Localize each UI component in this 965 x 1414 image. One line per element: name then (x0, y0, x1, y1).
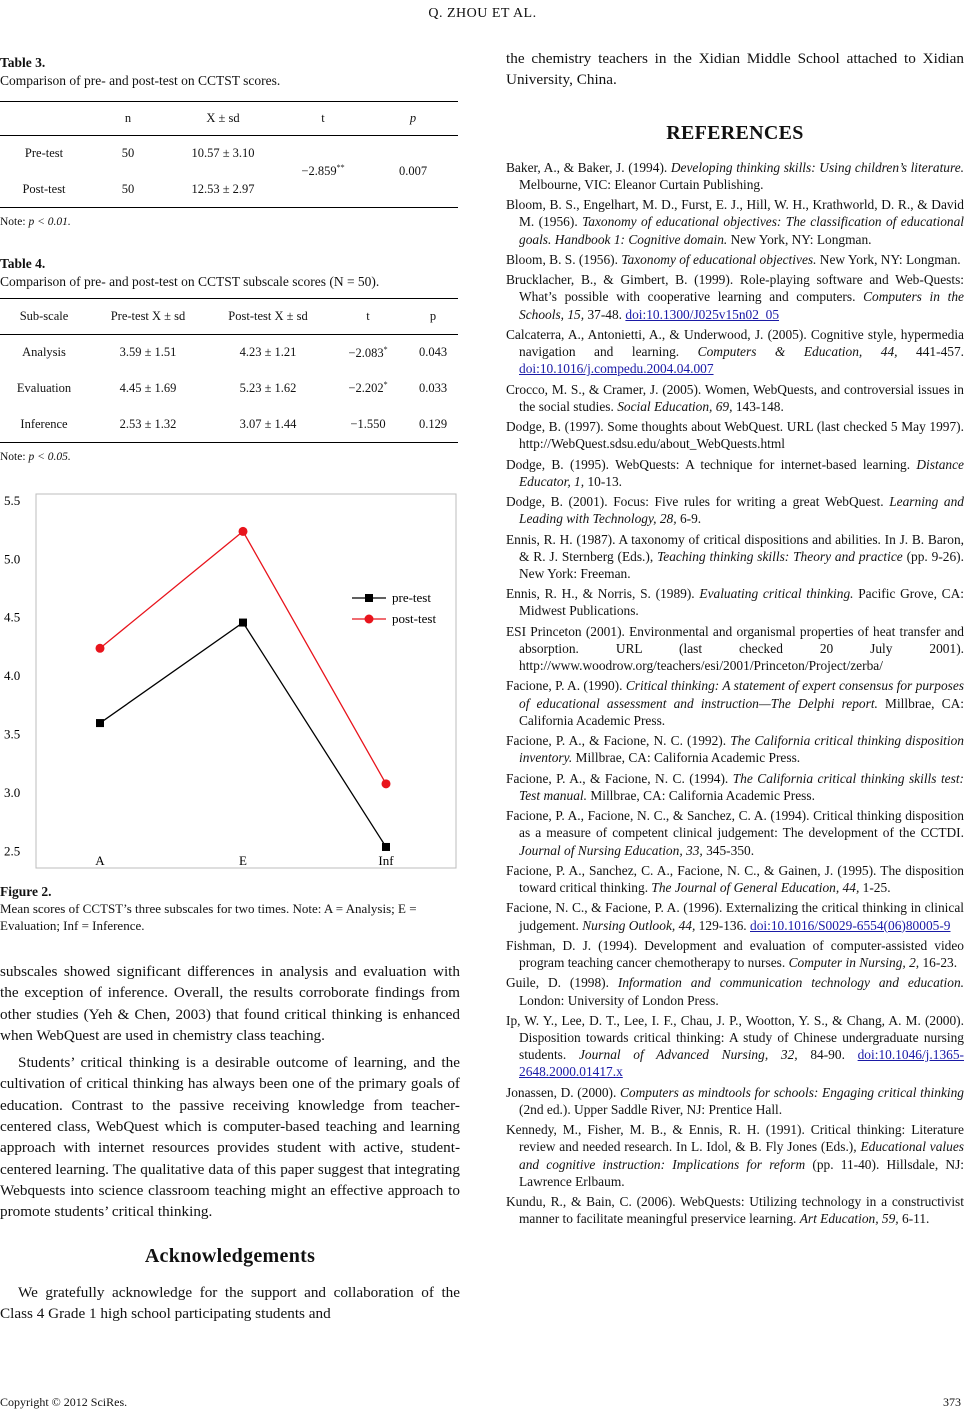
reference-item (506, 974, 964, 1008)
reference-text: Millbrae, CA: California Academic Press. (519, 695, 964, 728)
paragraph: subscales showed significant differences in analysis and evaluation with the exception of inference. Overall, the results corroborate findings from other studies (Yeh & Chen, 2003) that found critical thinking is enhanced when WebQuest are used in chemistry class teaching. (0, 963, 460, 1044)
post-test-line (100, 531, 386, 783)
reference-text: Facione, N. C., & Facione, P. A. (1996). Externalizing the critical thinking in clinical judgement. (506, 900, 964, 933)
table3-cell: 50 (121, 181, 135, 196)
reference-text: 6-9. (676, 511, 702, 527)
reference-item (506, 807, 964, 859)
y-tick-label: 4.0 (4, 668, 21, 684)
table4-cell: 2.53 ± 1.32 (119, 416, 177, 431)
figure2-label: Figure 2. (0, 884, 52, 899)
reference-item (506, 732, 964, 766)
reference-item (506, 159, 964, 193)
reference-text: Jonassen, D. (2000). (506, 1084, 620, 1100)
reference-text: Millbrae, CA: California Academic Press. (586, 787, 815, 803)
table4-col: p (429, 309, 437, 323)
figure2-chart (0, 488, 460, 880)
table-row (0, 136, 458, 172)
table4-cell: 3.07 ± 1.44 (239, 416, 297, 431)
reference-title: Learning and Leading with Technology, 28, (519, 494, 965, 527)
reference-item (506, 937, 964, 971)
table4-col: Post-test X ± sd (228, 309, 308, 323)
y-tick-label: 3.5 (4, 726, 21, 742)
reference-text: Ip, W. Y., Lee, D. T., Lee, I. F., Chau, J. P., Wootton, Y. S., & Chang, A. M. (2000). Disposition towards critical thinking: A study of Chinese undergraduate nursing students. (506, 1012, 964, 1063)
pre-test-point (96, 719, 104, 727)
t-value: −2.202 (348, 381, 384, 396)
table4-cell: 0.043 (418, 345, 448, 360)
x-tick-label: Inf (378, 853, 394, 868)
reference-text: Facione, P. A., Sanchez, C. A., Facione, N. C., & Gainen, J. (1995). The disposition toward critical thinking. (506, 862, 964, 896)
reference-text: Fishman, D. J. (1994). Development and evaluation of computer-assisted video program teaching cancer chemotherapy to nurses. (506, 937, 964, 971)
table3-cell: Pre-test (24, 146, 64, 161)
references-title: REFERENCES (666, 121, 804, 144)
pre-test-point (382, 843, 390, 851)
reference-title: Educational values and cognitive instruction: Implications for reform (519, 1139, 965, 1172)
reference-item (506, 623, 964, 675)
reference-text: 10-13. (584, 473, 623, 489)
reference-text: (2nd ed.). Upper Saddle River, NJ: Prentice Hall. (519, 1101, 783, 1117)
table4-cell (328, 335, 408, 371)
table4-label: Table 4. (0, 256, 46, 271)
reference-item (506, 585, 964, 619)
legend-label: post-test (392, 611, 437, 626)
table4-cell: Analysis (22, 345, 66, 360)
reference-title: Art Education, 59, (799, 1211, 899, 1227)
pre-test-line (100, 623, 386, 847)
reference-item (506, 1084, 964, 1118)
page-number: 373 (943, 1395, 961, 1409)
reference-text: Facione, P. A., & Facione, N. C. (1994). (506, 770, 733, 786)
table4 (0, 256, 458, 463)
y-tick-label: 5.0 (4, 551, 21, 567)
reference-text: Millbrae, CA: California Academic Press. (572, 750, 801, 766)
post-test-point (382, 779, 391, 788)
reference-text: Ennis, R. H. (1987). A taxonomy of critical dispositions and abilities. In J. B. Baron, & R. J. Sternberg (Eds.), (506, 531, 964, 564)
table4-cell: 4.45 ± 1.69 (119, 381, 177, 395)
t-sup: * (383, 344, 388, 354)
table4-note (0, 451, 458, 463)
right-column (506, 48, 964, 1231)
acknowledgements-title: Acknowledgements (144, 1244, 316, 1267)
reference-text: Ennis, R. H., & Norris, S. (1989). (506, 586, 700, 602)
legend-label: pre-test (392, 590, 431, 605)
reference-text: 16-23. (919, 955, 958, 971)
x-tick-label: A (95, 853, 105, 868)
reference-item (506, 196, 964, 248)
reference-text: Facione, P. A. (1990). (506, 678, 626, 694)
table3-t-cell (278, 136, 368, 208)
t-value: −2.083 (348, 345, 384, 360)
doi-link[interactable]: doi:10.1016/j.compedu.2004.04.007 (519, 361, 714, 377)
table3-t-value: −2.859 (301, 164, 337, 179)
table3-t-sup: ** (336, 163, 345, 173)
reference-text: Guile, D. (1998). (506, 975, 618, 991)
reference-title: Information and communication technology and education. (617, 975, 964, 991)
reference-title: Computer in Nursing, 2, (788, 955, 920, 971)
reference-item (506, 251, 964, 268)
reference-text: New York, NY: Longman. (816, 251, 961, 267)
reference-title: Evaluating critical thinking. (699, 586, 854, 602)
table-row (0, 371, 458, 407)
reference-item (506, 899, 964, 933)
table3 (0, 55, 458, 228)
table-row (0, 335, 458, 371)
reference-text: 1-25. (859, 880, 891, 896)
note-prefix: Note: (0, 451, 29, 463)
note-text: p < 0.01. (28, 216, 71, 228)
reference-text: 129-136. (695, 917, 751, 933)
table4-cell: 3.59 ± 1.51 (119, 345, 177, 360)
reference-title: Computers in the Schools, 15, (519, 289, 964, 322)
reference-item (506, 531, 964, 583)
t-value: −1.550 (350, 417, 386, 432)
table4-caption: Comparison of pre- and post-test on CCTST subscale scores (N = 50). (0, 274, 380, 289)
table3-cell: 12.53 ± 2.97 (191, 181, 255, 196)
reference-text: Baker, A., & Baker, J. (1994). (506, 159, 671, 175)
left-body (0, 961, 460, 1324)
table3-cell: Post-test (22, 181, 66, 196)
reference-text: Calcaterra, A., Antonietti, A., & Underwood, J. (2005). Cognitive style, hypermedia navigation and learning. (506, 326, 964, 359)
reference-text: Kundu, R., & Bain, C. (2006). WebQuests: Utilizing technology in a constructivist manner to facilitate meaningful preservice learning. (506, 1194, 964, 1227)
reference-text: Melbourne, VIC: Eleanor Curtain Publishing. (519, 176, 764, 192)
reference-text: Dodge, B. (2001). Focus: Five rules for writing a great WebQuest. (506, 494, 890, 509)
legend-marker (365, 615, 374, 624)
table4-cell: Inference (20, 416, 68, 431)
reference-title: The Journal of General Education, 44, (651, 880, 860, 896)
reference-list (506, 159, 964, 1228)
table3-cell: 10.57 ± 3.10 (191, 146, 255, 161)
t-sup: * (383, 380, 388, 390)
running-header: Q. ZHOU ET AL. (428, 6, 537, 21)
reference-title: Social Education, 69, (617, 398, 733, 414)
table-row (0, 407, 458, 443)
table4-cell (328, 407, 408, 443)
paragraph: We gratefully acknowledge for the support and collaboration of the Class 4 Grade 1 high school participating students and (0, 1283, 460, 1322)
paragraph: the chemistry teachers in the Xidian Middle School attached to Xidian University, China. (506, 50, 964, 89)
reference-text: Facione, P. A., & Facione, N. C. (1992). (506, 733, 731, 749)
table4-cell (328, 371, 408, 407)
reference-item (506, 418, 964, 452)
reference-text: 441-457. (897, 344, 965, 359)
table3-note (0, 216, 458, 228)
doi-link[interactable]: doi:10.1046/j.1365-2648.2000.01417.x (519, 1047, 964, 1080)
table4-grid (0, 298, 458, 443)
reference-text: Brucklacher, B., & Gimbert, B. (1999). Role-playing software and Web-Quests: What’s possible with cooperative learning and computers. (506, 272, 964, 305)
reference-text: Kennedy, M., Fisher, M. B., & Ennis, R. H. (1991). Critical thinking: Literature review and needed research. In L. Idol, & B. Fly Jones (Eds.), (506, 1122, 964, 1155)
doi-link[interactable]: doi:10.1300/J025v15n02_05 (625, 306, 780, 322)
table4-cell: 0.033 (418, 381, 448, 395)
reference-title: Taxonomy of educational objectives. (621, 251, 817, 267)
table3-caption: Comparison of pre- and post-test on CCTST scores. (0, 73, 281, 88)
reference-item (506, 770, 964, 804)
reference-item (506, 1121, 964, 1190)
post-test-point (96, 644, 105, 653)
reference-title: Computers as mindtools for schools: Engaging critical thinking (620, 1084, 965, 1100)
table3-col-blank (0, 102, 88, 136)
table3-col-xsd: X ± sd (206, 111, 240, 125)
reference-title: Computers & Education, 44, (697, 344, 898, 359)
reference-text: 84-90. (797, 1047, 858, 1063)
table4-cell: 5.23 ± 1.62 (239, 381, 297, 395)
reference-text: Dodge, B. (1997). Some thoughts about WebQuest. URL (last checked 5 May 1997). http://WebQuest.sdsu.edu/about_WebQuests.html (506, 419, 964, 452)
reference-title: Journal of Nursing Education, 33, (519, 842, 703, 858)
reference-text: London: University of London Press. (519, 992, 719, 1008)
reference-item (506, 381, 964, 415)
pre-test-point (239, 619, 247, 627)
left-column (0, 55, 458, 463)
table3-grid (0, 101, 458, 208)
y-tick-label: 5.5 (4, 492, 21, 508)
table4-col: Pre-test X ± sd (110, 309, 186, 323)
note-text: p < 0.05. (28, 451, 71, 463)
table3-col-n: n (124, 111, 132, 125)
reference-text: 37-48. (584, 306, 626, 322)
x-tick-label: E (239, 853, 247, 868)
reference-title: Critical thinking: A statement of expert consensus for purposes of educational assessment and instruction—The Delphi report. (519, 678, 964, 711)
reference-title: Nursing Outlook, 44, (582, 917, 696, 933)
line-chart (0, 488, 460, 880)
table3-cell: 50 (121, 146, 135, 161)
reference-text: 143-148. (732, 398, 784, 414)
reference-text: (pp. 11-40). Hillsdale, NJ: Lawrence Erlbaum. (519, 1156, 965, 1189)
reference-text: Bloom, B. S., Engelhart, M. D., Furst, E. J., Hill, W. H., Krathworld, D. R., & David M. (1956). (506, 197, 964, 230)
reference-text: Pacific Grove, CA: Midwest Publications. (519, 586, 964, 619)
reference-item (506, 326, 964, 378)
figure2-caption: Mean scores of CCTST’s three subscales for two times. Note: A = Analysis; E = Evaluation; Inf = Inference. (0, 901, 417, 933)
footer-copyright: Copyright © 2012 SciRes. (0, 1395, 128, 1409)
reference-title: Distance Educator, 1, (519, 456, 964, 489)
reference-title: The California critical thinking skills test: Test manual. (519, 770, 964, 803)
reference-title: Journal of Advanced Nursing, 32, (578, 1047, 798, 1063)
reference-item (506, 456, 964, 490)
reference-title: Teaching thinking skills: Theory and practice (657, 548, 903, 564)
table3-col-p: p (409, 111, 417, 125)
reference-text: Facione, P. A., Facione, N. C., & Sanchez, C. A. (1994). Critical thinking disposition as a measure of competent clinical judgement: The development of the CCTDI. (506, 808, 964, 841)
y-tick-label: 4.5 (4, 609, 21, 625)
doi-link[interactable]: doi:10.1016/S0029-6554(06)80005-9 (750, 917, 951, 933)
y-tick-label: 2.5 (4, 843, 21, 859)
reference-title: Developing thinking skills: Using children’s literature. (670, 159, 965, 175)
paragraph: Students’ critical thinking is a desirable outcome of learning, and the cultivation of critical thinking has always been one of the primary goals of education. Contrast to the passive receiving knowledge from teacher-centered class, WebQuest which is computer-based teaching and learning approach with internet resources provides student with active, student-centered learning. The qualitative data of this paper suggest that integrating Webquests into science classroom teaching might an effective approach to promote students’ critical thinking. (0, 1054, 460, 1221)
table3-col-t: t (321, 111, 325, 125)
reference-text: 345-350. (702, 842, 755, 858)
reference-text: 6-11. (898, 1211, 930, 1227)
reference-title: Taxonomy of educational objectives: The classification of educational goals. Handbook 1: Cognitive domain. (519, 214, 964, 247)
reference-item (506, 1193, 964, 1227)
table4-col: t (366, 309, 370, 323)
reference-item (506, 1012, 964, 1081)
table4-col: Sub-scale (19, 309, 69, 323)
table3-label: Table 3. (0, 55, 46, 70)
reference-item (506, 862, 964, 896)
post-test-point (239, 527, 248, 536)
y-tick-label: 3.0 (4, 785, 21, 801)
table4-cell: Evaluation (16, 381, 72, 395)
reference-text: Dodge, B. (1995). WebQuests: A technique for internet-based learning. (506, 456, 917, 472)
reference-item (506, 271, 964, 323)
table4-cell: 0.129 (418, 416, 448, 431)
plot-frame (36, 494, 456, 868)
reference-title: The California critical thinking disposition inventory. (519, 733, 964, 766)
reference-text: (pp. 9-26). New York: Freeman. (519, 548, 964, 581)
reference-item (506, 493, 964, 527)
figure2-caption-block (0, 884, 460, 934)
reference-text: New York, NY: Longman. (727, 231, 872, 247)
table4-cell: 4.23 ± 1.21 (239, 345, 297, 360)
note-prefix: Note: (0, 216, 29, 228)
reference-text: Bloom, B. S. (1956). (506, 251, 622, 267)
table3-p-cell: 0.007 (398, 164, 428, 178)
reference-text: Crocco, M. S., & Cramer, J. (2005). Women, WebQuests, and controversial issues in the social studies. (506, 381, 964, 414)
legend-marker (365, 594, 373, 602)
reference-text: ESI Princeton (2001). Environmental and organismal properties of heat transfer and absorption. URL (last checked 20 July 2001). http://www.woodrow.org/teachers/esi/2001/Princeton/Project/zerba/ (506, 623, 964, 674)
reference-item (506, 677, 964, 729)
